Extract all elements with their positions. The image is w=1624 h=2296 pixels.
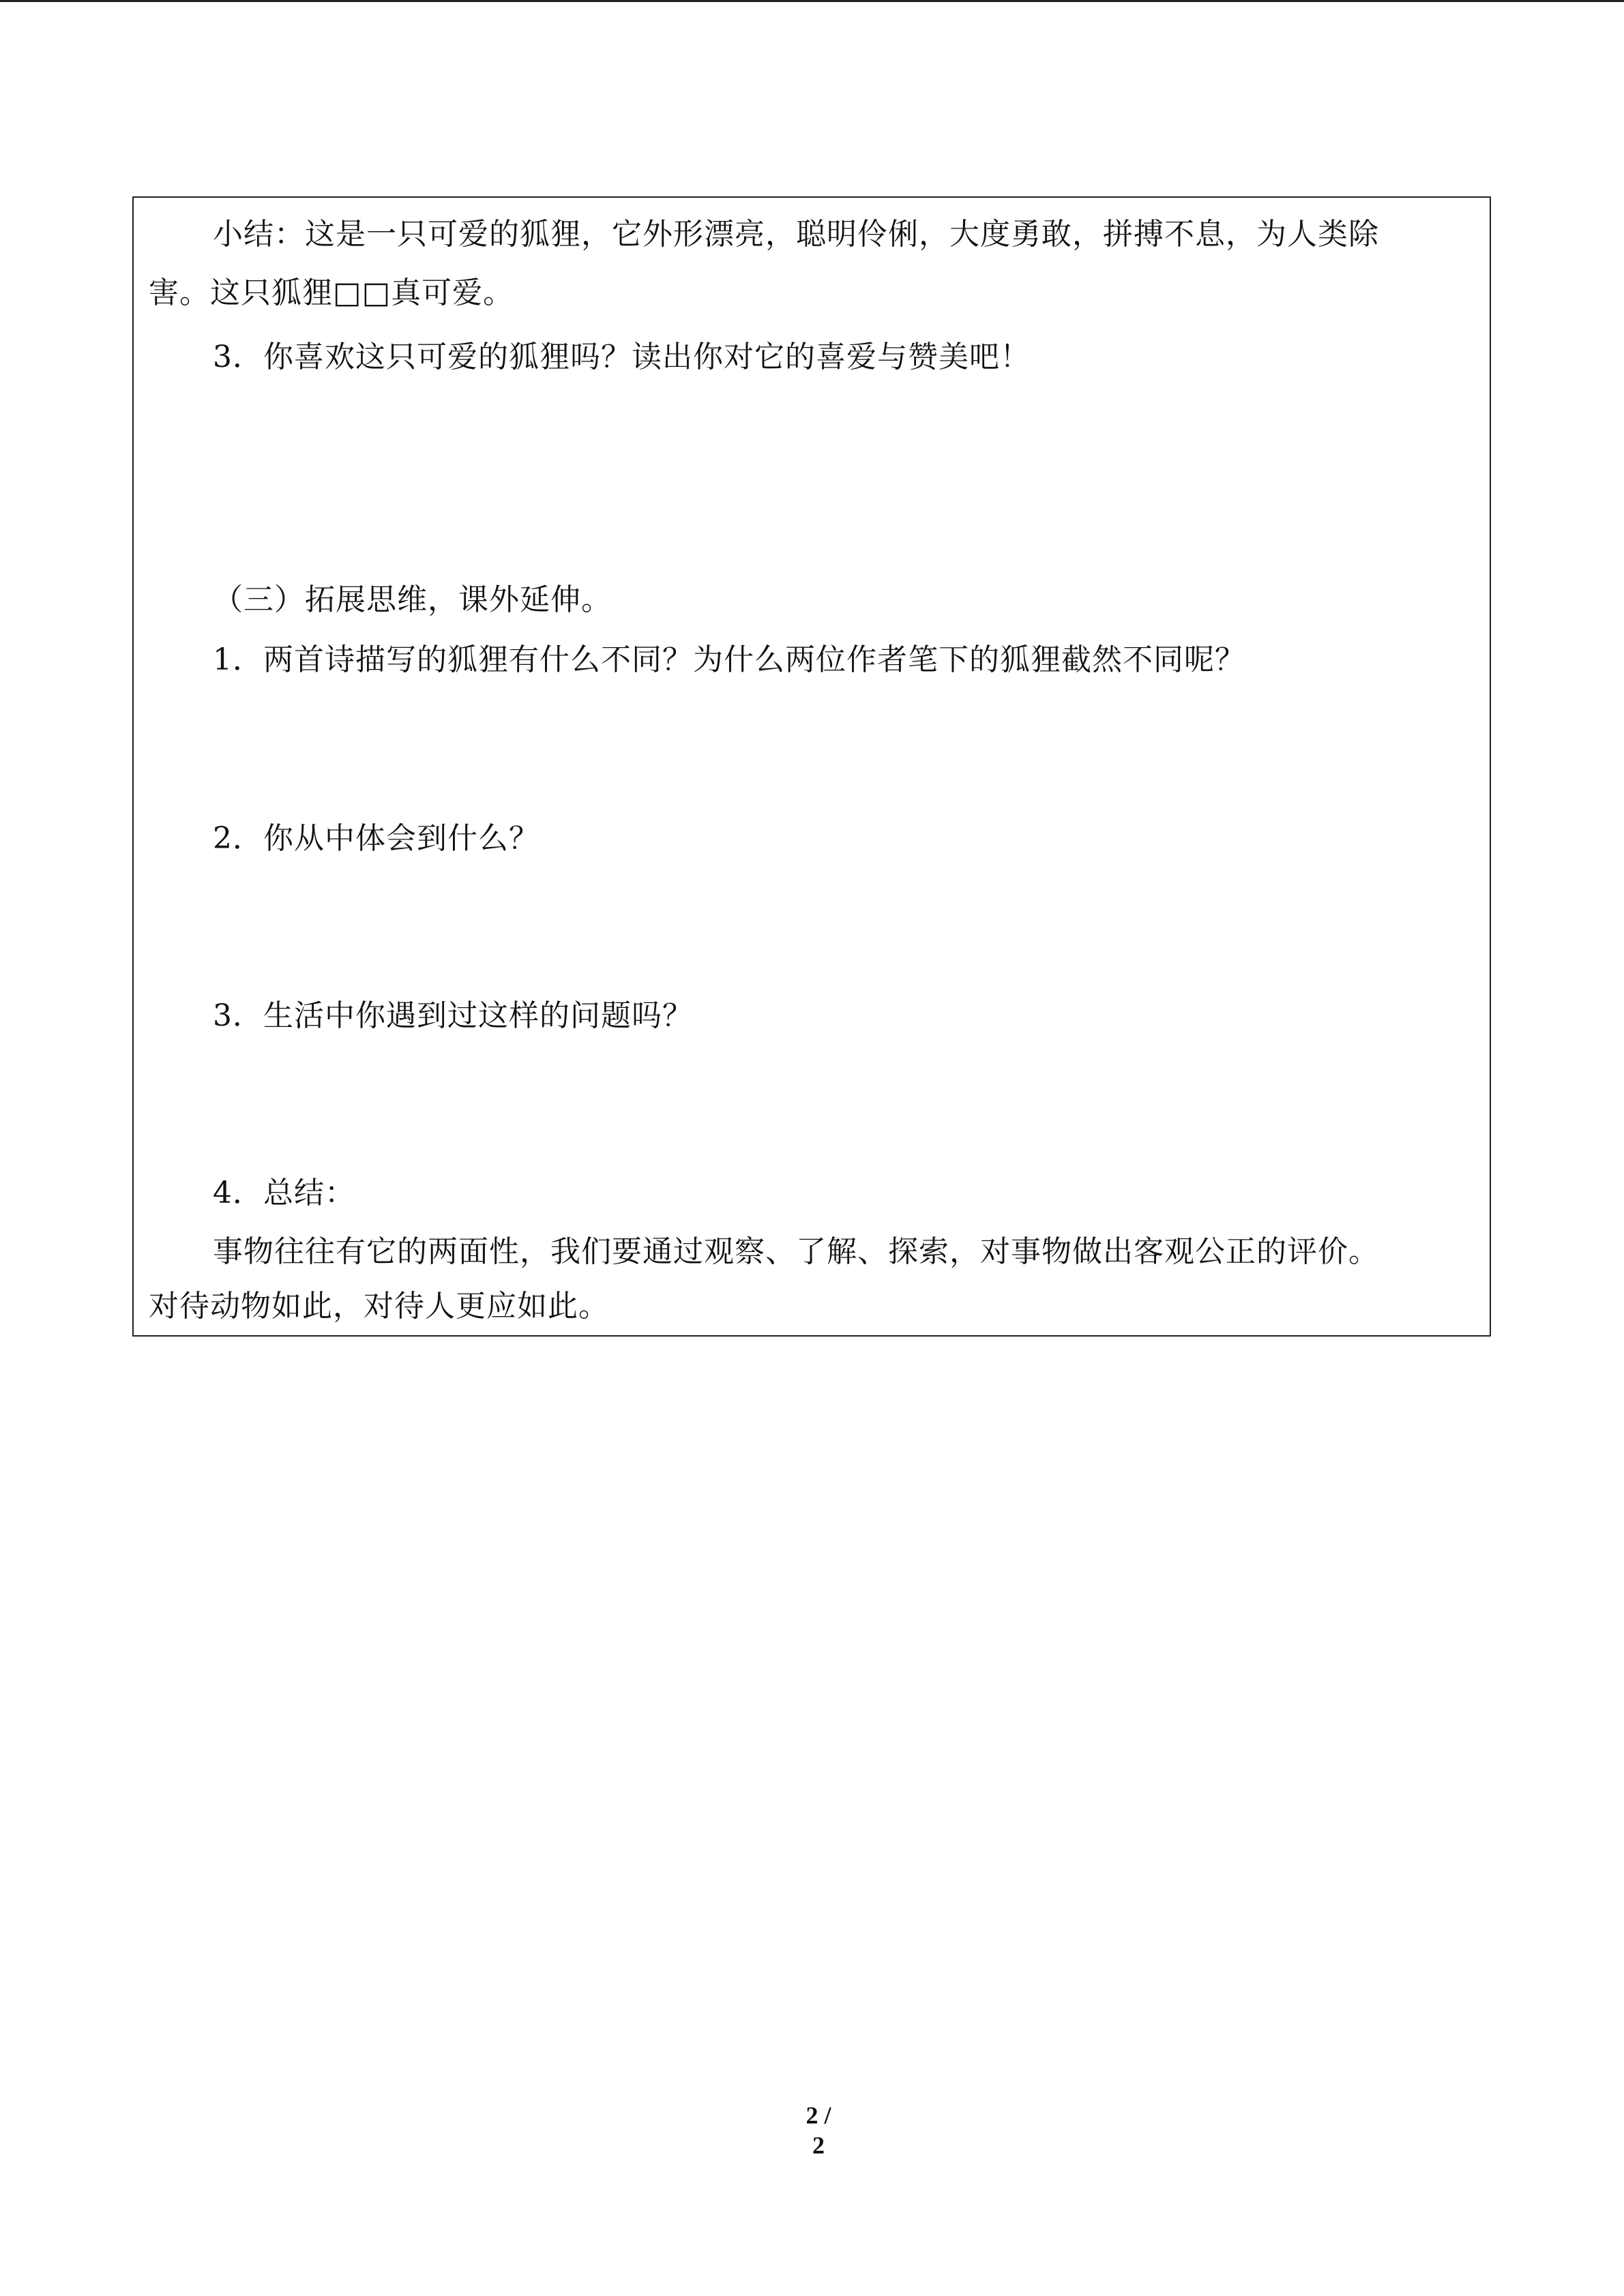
page-top-rule: [0, 0, 1624, 2]
section-heading-extension: （三）拓展思维，课外延伸。: [213, 582, 612, 617]
question-1: 1．两首诗描写的狐狸有什么不同？为什么两位作者笔下的狐狸截然不同呢？: [213, 642, 1245, 677]
summary-line-1: 小结：这是一只可爱的狐狸，它外形漂亮，聪明伶俐，大度勇敢，拼搏不息，为人类除: [213, 217, 1379, 252]
conclusion-line-2: 对待动物如此，对待人更应如此。: [149, 1289, 609, 1324]
lesson-content-table: [132, 196, 1491, 1337]
summary-label: 4．总结：: [213, 1176, 355, 1210]
question-3: 3．生活中你遇到过这样的问题吗？: [213, 998, 693, 1033]
question-2: 2．你从中体会到什么？: [213, 821, 540, 856]
summary-line-2: 害。这只狐狸□□真可爱。: [149, 275, 514, 310]
read-aloud-prompt: 3．你喜欢这只可爱的狐狸吗？读出你对它的喜爱与赞美吧！: [213, 340, 1031, 374]
conclusion-line-1: 事物往往有它的两面性，我们要通过观察、了解、探索，对事物做出客观公正的评价。: [213, 1234, 1379, 1269]
page-number: 2 / 2: [806, 2102, 831, 2159]
